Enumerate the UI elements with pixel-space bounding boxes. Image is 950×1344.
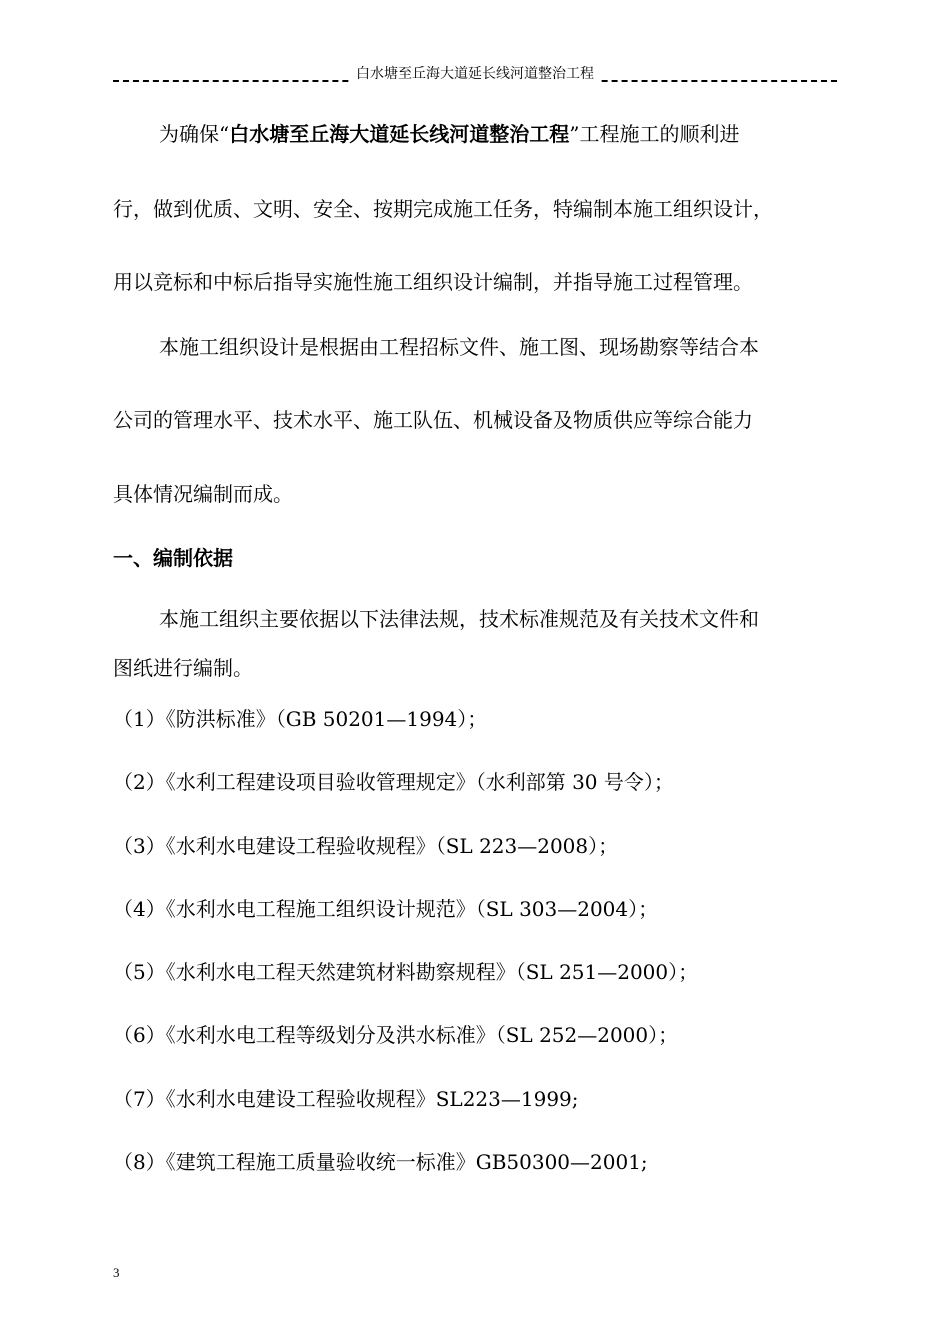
list-item: （2）《水利工程建设项目验收管理规定》（水利部第 30 号令）； bbox=[113, 770, 674, 794]
intro-paragraph-2-line-1: 本施工组织设计是根据由工程招标文件、施工图、现场勘察等结合本 bbox=[159, 335, 759, 359]
intro-paragraph-1-line-2: 行，做到优质、文明、安全、按期完成施工任务，特编制本施工组织设计， bbox=[113, 197, 773, 221]
section-paragraph-line-2: 图纸进行编制。 bbox=[113, 656, 253, 680]
list-item: （7）《水利水电建设工程验收规程》SL223—1999; bbox=[113, 1087, 579, 1111]
list-item: （5）《水利水电工程天然建筑材料勘察规程》（SL 251—2000）； bbox=[113, 960, 699, 984]
list-item: （6）《水利水电工程等级划分及洪水标准》（SL 252—2000）； bbox=[113, 1023, 679, 1047]
intro-prefix: 为确保“ bbox=[159, 122, 230, 146]
list-item: （8）《建筑工程施工质量验收统一标准》GB50300—2001; bbox=[113, 1150, 648, 1174]
page-header bbox=[113, 64, 837, 86]
intro-paragraph-1-line-3: 用以竞标和中标后指导实施性施工组织设计编制，并指导施工过程管理。 bbox=[113, 270, 753, 294]
page-number: 3 bbox=[113, 1265, 120, 1280]
list-item: （1）《防洪标准》（GB 50201—1994）； bbox=[113, 707, 488, 731]
section-heading: 一、编制依据 bbox=[113, 546, 233, 570]
section-paragraph-line-1: 本施工组织主要依据以下法律法规，技术标准规范及有关技术文件和 bbox=[159, 607, 759, 631]
intro-paragraph-1-line-1 bbox=[159, 120, 739, 148]
intro-paragraph-2-line-3: 具体情况编制而成。 bbox=[113, 482, 293, 506]
header-title: 白水塘至丘海大道延长线河道整治工程 bbox=[352, 64, 598, 84]
intro-suffix: ”工程施工的顺利进 bbox=[569, 122, 740, 146]
list-item: （4）《水利水电工程施工组织设计规范》（SL 303—2004）； bbox=[113, 897, 659, 921]
project-name: 白水塘至丘海大道延长线河道整治工程 bbox=[229, 122, 570, 146]
intro-paragraph-2-line-2: 公司的管理水平、技术水平、施工队伍、机械设备及物质供应等综合能力 bbox=[113, 408, 753, 432]
list-item: （3）《水利水电建设工程验收规程》（SL 223—2008）； bbox=[113, 834, 619, 858]
